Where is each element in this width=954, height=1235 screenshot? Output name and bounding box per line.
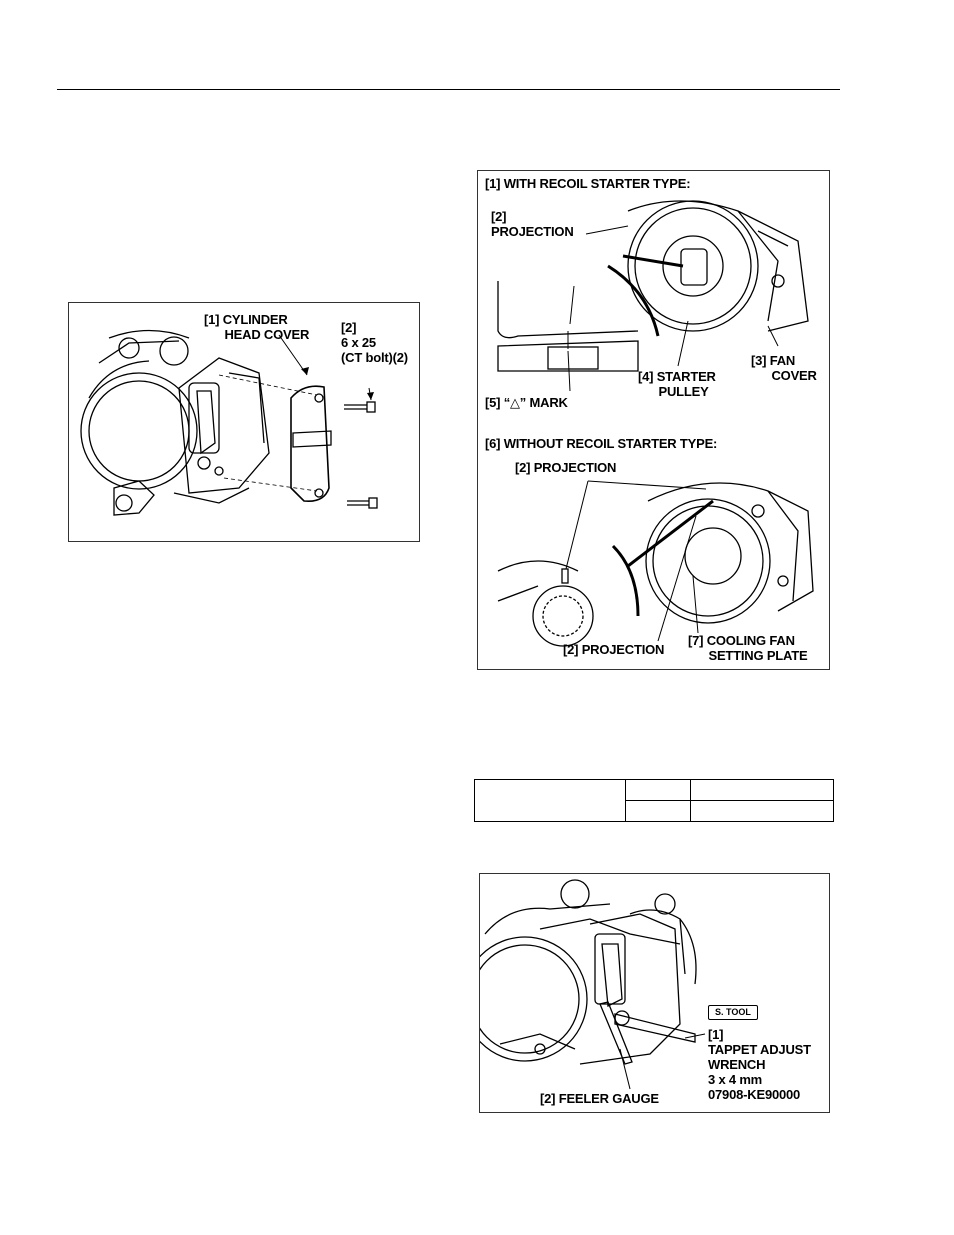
label-delta-mark: [5] “△” MARK <box>485 395 568 410</box>
table-cell <box>691 801 834 822</box>
label-feeler-gauge: [2] FEELER GAUGE <box>540 1091 659 1106</box>
header-rule <box>57 89 840 90</box>
label-with-recoil-starter: [1] WITH RECOIL STARTER TYPE: <box>485 176 691 191</box>
figure-cylinder-head-cover <box>68 302 420 542</box>
table-row <box>475 780 834 801</box>
special-tool-badge: S. TOOL <box>708 1005 758 1020</box>
table-cell <box>626 780 691 801</box>
figure-starter-projection <box>477 170 830 670</box>
table-cell <box>626 801 691 822</box>
label-without-recoil-starter: [6] WITHOUT RECOIL STARTER TYPE: <box>485 436 718 451</box>
engine-illustration-b <box>478 171 829 669</box>
label-fan-cover: [3] FAN COVER <box>751 353 817 383</box>
table-cell <box>691 780 834 801</box>
table-cell <box>475 780 626 822</box>
label-tappet-adjust-wrench: [1] TAPPET ADJUST WRENCH 3 x 4 mm 07908-KE90000 <box>708 1027 811 1102</box>
label-projection-top: [2] PROJECTION <box>491 209 574 239</box>
label-cooling-fan-setting-plate: [7] COOLING FAN SETTING PLATE <box>688 633 808 663</box>
label-projection-middle: [2] PROJECTION <box>515 460 617 475</box>
label-starter-pulley: [4] STARTER PULLEY <box>638 369 716 399</box>
label-projection-bottom: [2] PROJECTION <box>563 642 665 657</box>
label-cylinder-head-cover: [1] CYLINDER HEAD COVER <box>204 312 310 342</box>
spec-table <box>474 779 834 822</box>
figure-tappet-adjust <box>479 873 830 1113</box>
label-ct-bolt: [2] 6 x 25 (CT bolt)(2) <box>341 320 408 365</box>
